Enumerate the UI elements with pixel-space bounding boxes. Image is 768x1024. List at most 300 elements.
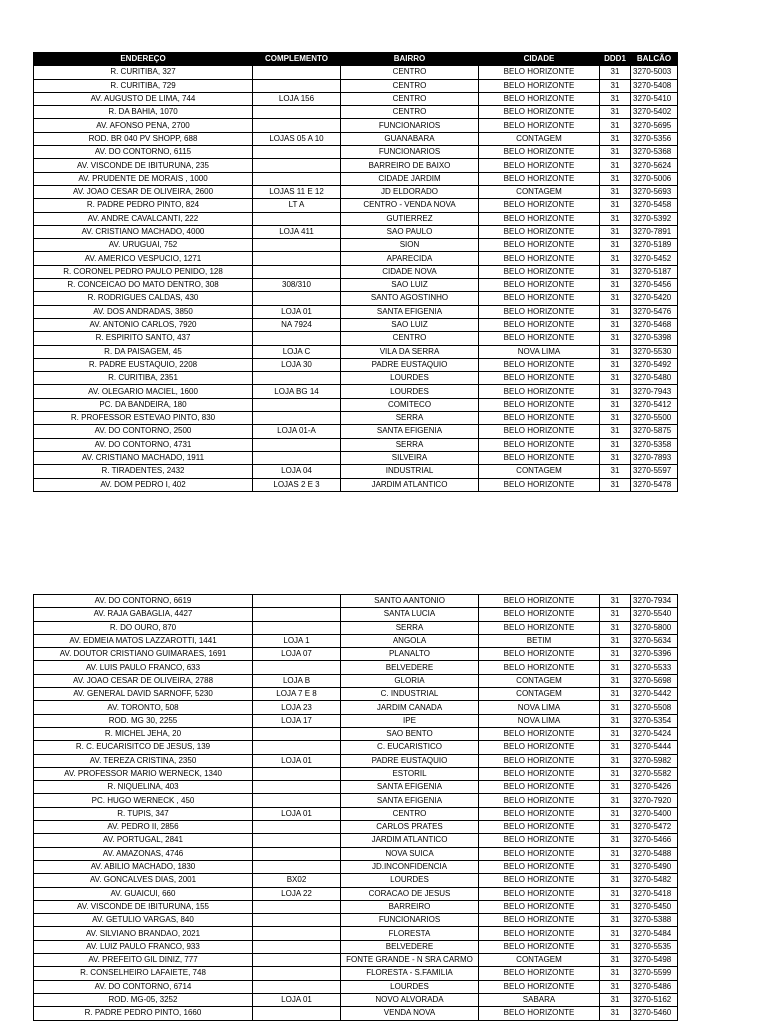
ddd1-cell: 31 xyxy=(600,279,631,292)
ddd1-cell: 31 xyxy=(600,714,631,727)
endereco-cell: AV. ABILIO MACHADO, 1830 xyxy=(34,860,253,873)
ddd1-cell: 31 xyxy=(600,834,631,847)
table-row xyxy=(34,807,678,820)
table-row xyxy=(34,225,678,238)
table-row xyxy=(34,674,678,687)
table-row xyxy=(34,451,678,464)
ddd1-cell: 31 xyxy=(600,372,631,385)
complemento-cell: LOJA 01 xyxy=(253,754,341,767)
balcao-cell: 3270-5410 xyxy=(631,92,678,105)
balcao-cell: 3270-5358 xyxy=(631,438,678,451)
bairro-cell: CENTRO - VENDA NOVA xyxy=(341,199,479,212)
bairro-cell: GUTIERREZ xyxy=(341,212,479,225)
balcao-cell: 3270-5492 xyxy=(631,358,678,371)
ddd1-cell: 31 xyxy=(600,425,631,438)
ddd1-cell: 31 xyxy=(600,398,631,411)
balcao-cell: 3270-5408 xyxy=(631,79,678,92)
table-row xyxy=(34,714,678,727)
bairro-cell: SAO LUIZ xyxy=(341,318,479,331)
header-endereco: ENDEREÇO xyxy=(34,53,253,66)
endereco-cell: AV. DO CONTORNO, 6714 xyxy=(34,980,253,993)
endereco-cell: AV. PEDRO II, 2856 xyxy=(34,821,253,834)
cidade-cell: BELO HORIZONTE xyxy=(479,900,600,913)
table-row xyxy=(34,305,678,318)
cidade-cell: BELO HORIZONTE xyxy=(479,66,600,79)
balcao-cell: 3270-5420 xyxy=(631,292,678,305)
complemento-cell: 308/310 xyxy=(253,279,341,292)
complemento-cell xyxy=(253,438,341,451)
bairro-cell: CENTRO xyxy=(341,79,479,92)
cidade-cell: BELO HORIZONTE xyxy=(479,1007,600,1020)
balcao-cell: 3270-5875 xyxy=(631,425,678,438)
balcao-cell: 3270-5468 xyxy=(631,318,678,331)
header-cidade: CIDADE xyxy=(479,53,600,66)
table-row xyxy=(34,954,678,967)
ddd1-cell: 31 xyxy=(600,967,631,980)
endereco-cell: AV. JOAO CESAR DE OLIVEIRA, 2600 xyxy=(34,185,253,198)
cidade-cell: CONTAGEM xyxy=(479,132,600,145)
cidade-cell: SABARA xyxy=(479,993,600,1006)
endereco-cell: R. TUPIS, 347 xyxy=(34,807,253,820)
endereco-cell: AV. TEREZA CRISTINA, 2350 xyxy=(34,754,253,767)
endereco-cell: AV. LUIS PAULO FRANCO, 633 xyxy=(34,661,253,674)
table-row xyxy=(34,332,678,345)
complemento-cell xyxy=(253,741,341,754)
balcao-cell: 3270-5402 xyxy=(631,106,678,119)
endereco-cell: R. PADRE EUSTAQUIO, 2208 xyxy=(34,358,253,371)
ddd1-cell: 31 xyxy=(600,860,631,873)
endereco-cell: R. PADRE PEDRO PINTO, 1660 xyxy=(34,1007,253,1020)
complemento-cell xyxy=(253,66,341,79)
complemento-cell: LOJA 04 xyxy=(253,465,341,478)
endereco-cell: R. DA BAHIA, 1070 xyxy=(34,106,253,119)
ddd1-cell: 31 xyxy=(600,954,631,967)
complemento-cell xyxy=(253,980,341,993)
table-row xyxy=(34,412,678,425)
cidade-cell: BELO HORIZONTE xyxy=(479,621,600,634)
ddd1-cell: 31 xyxy=(600,305,631,318)
complemento-cell: LOJAS 05 A 10 xyxy=(253,132,341,145)
complemento-cell xyxy=(253,212,341,225)
table-row xyxy=(34,727,678,740)
ddd1-cell: 31 xyxy=(600,874,631,887)
ddd1-cell: 31 xyxy=(600,608,631,621)
complemento-cell: LOJA 01-A xyxy=(253,425,341,438)
endereco-cell: AV. DO CONTORNO, 4731 xyxy=(34,438,253,451)
cidade-cell: CONTAGEM xyxy=(479,954,600,967)
balcao-cell: 3270-5693 xyxy=(631,185,678,198)
cidade-cell: BELO HORIZONTE xyxy=(479,305,600,318)
cidade-cell: BELO HORIZONTE xyxy=(479,425,600,438)
balcao-cell: 3270-5400 xyxy=(631,807,678,820)
table-row xyxy=(34,741,678,754)
balcao-cell: 3270-7891 xyxy=(631,225,678,238)
bairro-cell: IPE xyxy=(341,714,479,727)
balcao-cell: 3270-5472 xyxy=(631,821,678,834)
bairro-cell: CENTRO xyxy=(341,66,479,79)
table-row xyxy=(34,398,678,411)
complemento-cell xyxy=(253,967,341,980)
table-row xyxy=(34,185,678,198)
ddd1-cell: 31 xyxy=(600,252,631,265)
balcao-cell: 3270-5418 xyxy=(631,887,678,900)
cidade-cell: BELO HORIZONTE xyxy=(479,358,600,371)
ddd1-cell: 31 xyxy=(600,754,631,767)
balcao-cell: 3270-5484 xyxy=(631,927,678,940)
complemento-cell xyxy=(253,119,341,132)
table-row xyxy=(34,385,678,398)
cidade-cell: BELO HORIZONTE xyxy=(479,807,600,820)
ddd1-cell: 31 xyxy=(600,674,631,687)
endereco-cell: AV. CRISTIANO MACHADO, 4000 xyxy=(34,225,253,238)
endereco-cell: AV. AMERICO VESPUCIO, 1271 xyxy=(34,252,253,265)
balcao-cell: 3270-5634 xyxy=(631,634,678,647)
table-row xyxy=(34,967,678,980)
bairro-cell: SAO LUIZ xyxy=(341,279,479,292)
table-row xyxy=(34,265,678,278)
balcao-cell: 3270-5450 xyxy=(631,900,678,913)
table-row xyxy=(34,358,678,371)
bairro-cell: BARREIRO xyxy=(341,900,479,913)
table-row xyxy=(34,438,678,451)
complemento-cell xyxy=(253,332,341,345)
complemento-cell xyxy=(253,727,341,740)
bairro-cell: SERRA xyxy=(341,412,479,425)
endereco-cell: AV. SILVIANO BRANDAO, 2021 xyxy=(34,927,253,940)
table-row xyxy=(34,608,678,621)
ddd1-cell: 31 xyxy=(600,212,631,225)
endereco-cell: PC. DA BANDEIRA, 180 xyxy=(34,398,253,411)
table-row xyxy=(34,860,678,873)
endereco-cell: R. TIRADENTES, 2432 xyxy=(34,465,253,478)
balcao-cell: 3270-5444 xyxy=(631,741,678,754)
cidade-cell: BELO HORIZONTE xyxy=(479,648,600,661)
balcao-cell: 3270-5582 xyxy=(631,767,678,780)
endereco-cell: AV. LUIZ PAULO FRANCO, 933 xyxy=(34,940,253,953)
complemento-cell xyxy=(253,372,341,385)
endereco-cell: ROD. MG-05, 3252 xyxy=(34,993,253,1006)
endereco-cell: R. MICHEL JEHA, 20 xyxy=(34,727,253,740)
endereco-cell: AV. ANTONIO CARLOS, 7920 xyxy=(34,318,253,331)
endereco-cell: R. ESPIRITO SANTO, 437 xyxy=(34,332,253,345)
balcao-cell: 3270-7943 xyxy=(631,385,678,398)
balcao-cell: 3270-5488 xyxy=(631,847,678,860)
bairro-cell: SANTA EFIGENIA xyxy=(341,305,479,318)
ddd1-cell: 31 xyxy=(600,993,631,1006)
complemento-cell xyxy=(253,794,341,807)
bairro-cell: PLANALTO xyxy=(341,648,479,661)
endereco-cell: AV. OLEGARIO MACIEL, 1600 xyxy=(34,385,253,398)
ddd1-cell: 31 xyxy=(600,146,631,159)
ddd1-cell: 31 xyxy=(600,332,631,345)
cidade-cell: CONTAGEM xyxy=(479,674,600,687)
ddd1-cell: 31 xyxy=(600,225,631,238)
cidade-cell: BELO HORIZONTE xyxy=(479,767,600,780)
bairro-cell: VILA DA SERRA xyxy=(341,345,479,358)
cidade-cell: BELO HORIZONTE xyxy=(479,199,600,212)
ddd1-cell: 31 xyxy=(600,478,631,491)
bairro-cell: JD.INCONFIDENCIA xyxy=(341,860,479,873)
bairro-cell: NOVA SUICA xyxy=(341,847,479,860)
bairro-cell: CIDADE NOVA xyxy=(341,265,479,278)
table-row xyxy=(34,595,678,608)
endereco-cell: AV. GENERAL DAVID SARNOFF, 5230 xyxy=(34,688,253,701)
table-row xyxy=(34,132,678,145)
balcao-cell: 3270-5003 xyxy=(631,66,678,79)
complemento-cell xyxy=(253,412,341,425)
table-row xyxy=(34,92,678,105)
complemento-cell: LOJAS 2 E 3 xyxy=(253,478,341,491)
table-row xyxy=(34,279,678,292)
complemento-cell xyxy=(253,860,341,873)
cidade-cell: CONTAGEM xyxy=(479,688,600,701)
cidade-cell: BELO HORIZONTE xyxy=(479,451,600,464)
balcao-cell: 3270-5597 xyxy=(631,465,678,478)
balcao-cell: 3270-5388 xyxy=(631,914,678,927)
cidade-cell: BELO HORIZONTE xyxy=(479,754,600,767)
bairro-cell: PADRE EUSTAQUIO xyxy=(341,754,479,767)
bairro-cell: COMITECO xyxy=(341,398,479,411)
ddd1-cell: 31 xyxy=(600,265,631,278)
table-row xyxy=(34,1007,678,1020)
bairro-cell: NOVO ALVORADA xyxy=(341,993,479,1006)
endereco-cell: R. C. EUCARISITCO DE JESUS, 139 xyxy=(34,741,253,754)
bairro-cell: LOURDES xyxy=(341,980,479,993)
ddd1-cell: 31 xyxy=(600,66,631,79)
balcao-cell: 3270-5452 xyxy=(631,252,678,265)
table-row xyxy=(34,634,678,647)
balcao-cell: 3270-5490 xyxy=(631,860,678,873)
cidade-cell: NOVA LIMA xyxy=(479,701,600,714)
complemento-cell: LOJA 30 xyxy=(253,358,341,371)
bairro-cell: FLORESTA - S.FAMILIA xyxy=(341,967,479,980)
ddd1-cell: 31 xyxy=(600,980,631,993)
table-row xyxy=(34,887,678,900)
header-balcao: BALCÃO xyxy=(631,53,678,66)
complemento-cell xyxy=(253,398,341,411)
ddd1-cell: 31 xyxy=(600,132,631,145)
cidade-cell: BELO HORIZONTE xyxy=(479,252,600,265)
balcao-cell: 3270-5482 xyxy=(631,874,678,887)
balcao-cell: 3270-7920 xyxy=(631,794,678,807)
balcao-cell: 3270-5412 xyxy=(631,398,678,411)
bairro-cell: CENTRO xyxy=(341,92,479,105)
ddd1-cell: 31 xyxy=(600,621,631,634)
complemento-cell: BX02 xyxy=(253,874,341,887)
cidade-cell: BELO HORIZONTE xyxy=(479,146,600,159)
cidade-cell: BELO HORIZONTE xyxy=(479,79,600,92)
complemento-cell: LOJA BG 14 xyxy=(253,385,341,398)
cidade-cell: BELO HORIZONTE xyxy=(479,332,600,345)
ddd1-cell: 31 xyxy=(600,634,631,647)
complemento-cell: LOJA 01 xyxy=(253,993,341,1006)
cidade-cell: BELO HORIZONTE xyxy=(479,887,600,900)
cidade-cell: BELO HORIZONTE xyxy=(479,661,600,674)
table-row xyxy=(34,874,678,887)
endereco-cell: AV. ANDRE CAVALCANTI, 222 xyxy=(34,212,253,225)
complemento-cell xyxy=(253,914,341,927)
cidade-cell: BELO HORIZONTE xyxy=(479,265,600,278)
ddd1-cell: 31 xyxy=(600,79,631,92)
complemento-cell xyxy=(253,927,341,940)
bairro-cell: SANTO AANTONIO xyxy=(341,595,479,608)
endereco-cell: AV. URUGUAI, 752 xyxy=(34,239,253,252)
bairro-cell: SION xyxy=(341,239,479,252)
table-row xyxy=(34,980,678,993)
table-row xyxy=(34,146,678,159)
ddd1-cell: 31 xyxy=(600,781,631,794)
balcao-cell: 3270-5424 xyxy=(631,727,678,740)
complemento-cell xyxy=(253,106,341,119)
table-header-row xyxy=(34,53,678,66)
cidade-cell: BELO HORIZONTE xyxy=(479,794,600,807)
cidade-cell: BETIM xyxy=(479,634,600,647)
cidade-cell: BELO HORIZONTE xyxy=(479,834,600,847)
ddd1-cell: 31 xyxy=(600,358,631,371)
ddd1-cell: 31 xyxy=(600,648,631,661)
balcao-cell: 3270-7893 xyxy=(631,451,678,464)
balcao-cell: 3270-5530 xyxy=(631,345,678,358)
cidade-cell: BELO HORIZONTE xyxy=(479,438,600,451)
endereco-cell: ROD. BR 040 PV SHOPP, 688 xyxy=(34,132,253,145)
cidade-cell: BELO HORIZONTE xyxy=(479,727,600,740)
cidade-cell: BELO HORIZONTE xyxy=(479,119,600,132)
header-ddd1: DDD1 xyxy=(600,53,631,66)
bairro-cell: SERRA xyxy=(341,621,479,634)
balcao-cell: 3270-5356 xyxy=(631,132,678,145)
bairro-cell: INDUSTRIAL xyxy=(341,465,479,478)
table-row xyxy=(34,252,678,265)
balcao-cell: 3270-5599 xyxy=(631,967,678,980)
ddd1-cell: 31 xyxy=(600,292,631,305)
balcao-cell: 3270-5486 xyxy=(631,980,678,993)
ddd1-cell: 31 xyxy=(600,159,631,172)
cidade-cell: BELO HORIZONTE xyxy=(479,980,600,993)
endereco-cell: AV. DOUTOR CRISTIANO GUIMARAES, 1691 xyxy=(34,648,253,661)
cidade-cell: BELO HORIZONTE xyxy=(479,608,600,621)
balcao-cell: 3270-5698 xyxy=(631,674,678,687)
complemento-cell xyxy=(253,621,341,634)
complemento-cell xyxy=(253,940,341,953)
table-row xyxy=(34,834,678,847)
endereco-cell: ROD. MG 30, 2255 xyxy=(34,714,253,727)
endereco-cell: R. CURITIBA, 327 xyxy=(34,66,253,79)
cidade-cell: CONTAGEM xyxy=(479,465,600,478)
bairro-cell: CENTRO xyxy=(341,807,479,820)
cidade-cell: BELO HORIZONTE xyxy=(479,225,600,238)
endereco-cell: AV. CRISTIANO MACHADO, 1911 xyxy=(34,451,253,464)
complemento-cell: LOJA 22 xyxy=(253,887,341,900)
endereco-cell: AV. EDMEIA MATOS LAZZAROTTI, 1441 xyxy=(34,634,253,647)
table-row xyxy=(34,119,678,132)
table-row xyxy=(34,701,678,714)
ddd1-cell: 31 xyxy=(600,385,631,398)
cidade-cell: BELO HORIZONTE xyxy=(479,595,600,608)
ddd1-cell: 31 xyxy=(600,927,631,940)
endereco-cell: AV. PORTUGAL, 2841 xyxy=(34,834,253,847)
complemento-cell: LT A xyxy=(253,199,341,212)
table-body xyxy=(34,66,678,492)
bairro-cell: BELVEDERE xyxy=(341,661,479,674)
ddd1-cell: 31 xyxy=(600,185,631,198)
table-row xyxy=(34,172,678,185)
complemento-cell xyxy=(253,661,341,674)
table-row xyxy=(34,794,678,807)
endereco-cell: AV. TORONTO, 508 xyxy=(34,701,253,714)
bairro-cell: BARREIRO DE BAIXO xyxy=(341,159,479,172)
ddd1-cell: 31 xyxy=(600,741,631,754)
balcao-cell: 3270-5189 xyxy=(631,239,678,252)
bairro-cell: LOURDES xyxy=(341,874,479,887)
balcao-cell: 3270-5624 xyxy=(631,159,678,172)
endereco-cell: AV. DOM PEDRO I, 402 xyxy=(34,478,253,491)
ddd1-cell: 31 xyxy=(600,847,631,860)
complemento-cell xyxy=(253,608,341,621)
cidade-cell: BELO HORIZONTE xyxy=(479,92,600,105)
complemento-cell: LOJA 17 xyxy=(253,714,341,727)
balcao-cell: 3270-5456 xyxy=(631,279,678,292)
endereco-cell: R. CORONEL PEDRO PAULO PENIDO, 128 xyxy=(34,265,253,278)
complemento-cell xyxy=(253,821,341,834)
table-row xyxy=(34,940,678,953)
endereco-cell: AV. JOAO CESAR DE OLIVEIRA, 2788 xyxy=(34,674,253,687)
complemento-cell: LOJAS 11 E 12 xyxy=(253,185,341,198)
complemento-cell: LOJA 23 xyxy=(253,701,341,714)
table-row xyxy=(34,847,678,860)
table-row xyxy=(34,318,678,331)
balcao-cell: 3270-5396 xyxy=(631,648,678,661)
bairro-cell: VENDA NOVA xyxy=(341,1007,479,1020)
table-row xyxy=(34,927,678,940)
balcao-cell: 3270-5533 xyxy=(631,661,678,674)
bairro-cell: CENTRO xyxy=(341,332,479,345)
balcao-cell: 3270-5540 xyxy=(631,608,678,621)
complemento-cell xyxy=(253,954,341,967)
table-row xyxy=(34,821,678,834)
balcao-cell: 3270-5500 xyxy=(631,412,678,425)
ddd1-cell: 31 xyxy=(600,239,631,252)
ddd1-cell: 31 xyxy=(600,727,631,740)
header-complemento: COMPLEMENTO xyxy=(253,53,341,66)
table-row xyxy=(34,621,678,634)
ddd1-cell: 31 xyxy=(600,92,631,105)
complemento-cell xyxy=(253,172,341,185)
table-row xyxy=(34,648,678,661)
balcao-cell: 3270-5695 xyxy=(631,119,678,132)
complemento-cell: LOJA 01 xyxy=(253,807,341,820)
bairro-cell: SAO BENTO xyxy=(341,727,479,740)
table-row xyxy=(34,212,678,225)
table-row xyxy=(34,993,678,1006)
complemento-cell xyxy=(253,292,341,305)
balcao-cell: 3270-5426 xyxy=(631,781,678,794)
balcao-cell: 3270-5498 xyxy=(631,954,678,967)
balcao-cell: 3270-5478 xyxy=(631,478,678,491)
bairro-cell: SANTA EFIGENIA xyxy=(341,781,479,794)
ddd1-cell: 31 xyxy=(600,794,631,807)
endereco-cell: AV. DO CONTORNO, 6115 xyxy=(34,146,253,159)
cidade-cell: BELO HORIZONTE xyxy=(479,860,600,873)
complemento-cell xyxy=(253,265,341,278)
cidade-cell: BELO HORIZONTE xyxy=(479,279,600,292)
table-row xyxy=(34,900,678,913)
cidade-cell: BELO HORIZONTE xyxy=(479,412,600,425)
bairro-cell: BELVEDERE xyxy=(341,940,479,953)
cidade-cell: BELO HORIZONTE xyxy=(479,239,600,252)
ddd1-cell: 31 xyxy=(600,701,631,714)
bairro-cell: FONTE GRANDE - N SRA CARMO xyxy=(341,954,479,967)
stores-table-2 xyxy=(33,594,678,1021)
